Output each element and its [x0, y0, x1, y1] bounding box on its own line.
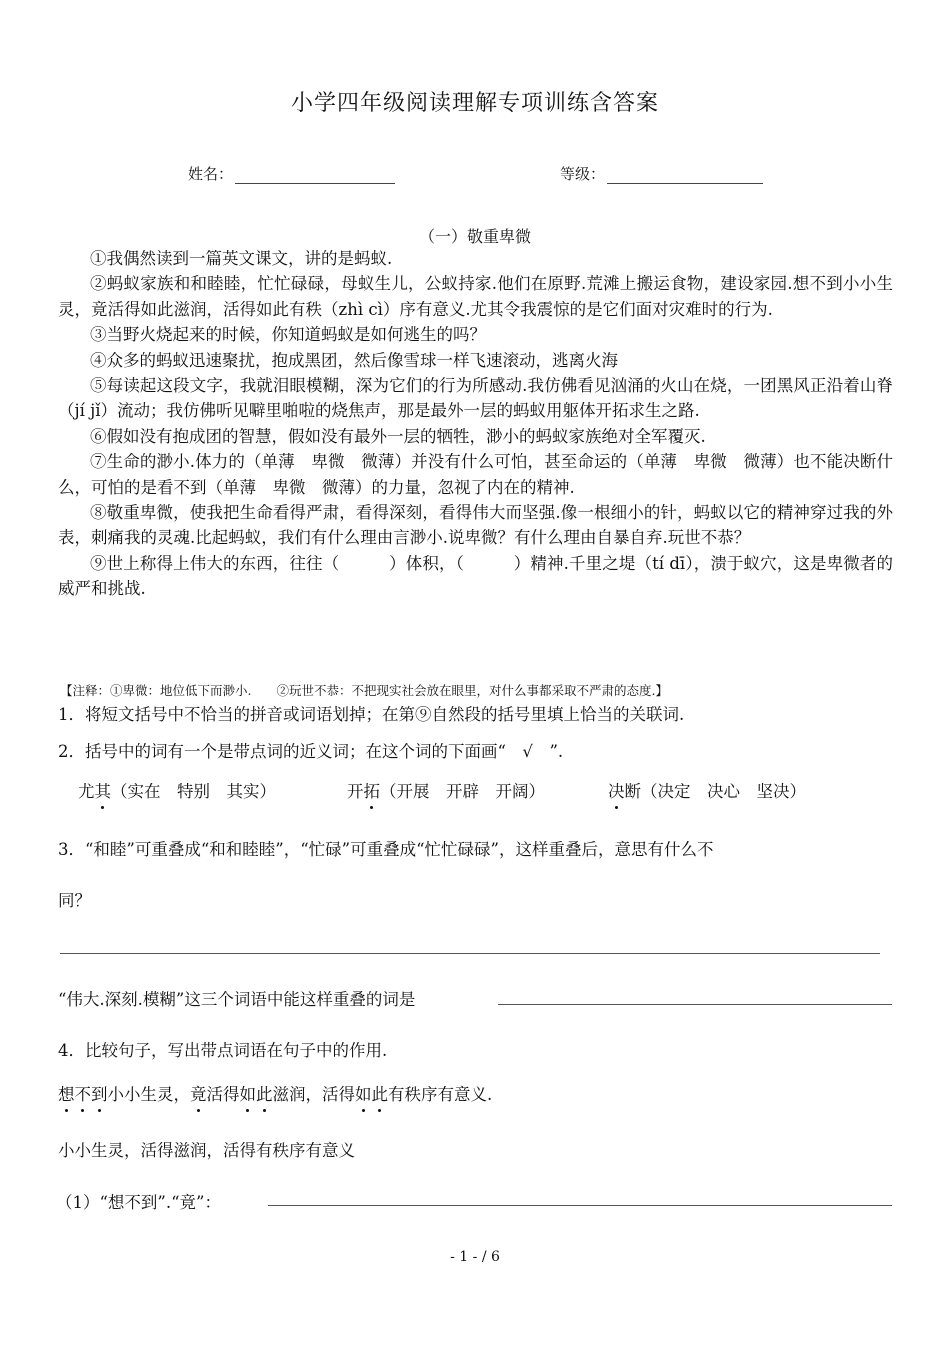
q4-sub-1-answer-line[interactable] — [268, 1205, 892, 1206]
q3-sub-answer-line[interactable] — [498, 1004, 892, 1005]
sentence-text: 小小生灵， — [107, 1085, 190, 1104]
dotted-char: 想 — [58, 1081, 75, 1105]
dotted-char: 到 — [91, 1081, 108, 1105]
q3-answer-line[interactable] — [60, 953, 880, 954]
dotted-char: 其 — [95, 778, 112, 802]
q4-sentence-2: 小小生灵，活得滋润，活得有秩序有意义 — [58, 1141, 355, 1160]
question-1: 1．将短文括号中不恰当的拼音或词语划掉；在第⑨自然段的括号里填上恰当的关联词. — [58, 705, 685, 724]
passage-heading: （一）敬重卑微 — [418, 227, 531, 246]
dotted-char: 不 — [75, 1081, 92, 1105]
q2-option-char: 开 — [347, 782, 364, 801]
q2-option-choices: （开展 开辟 开阔） — [380, 782, 545, 801]
paragraph-4: ④众多的蚂蚁迅速聚扰，抱成黑团，然后像雪球一样飞速滚动，逃离火海 — [90, 350, 618, 370]
paragraph-7: ⑦生命的渺小.体力的（单薄 卑微 微薄）并没有什么可怕，甚至命运的（单薄 卑微 微薄）也不能决断什么，可怕的是看不到（单薄 卑微 微薄）的力量，忽视了内在的精神. — [58, 452, 893, 497]
grade-blank[interactable] — [607, 167, 763, 184]
dotted-char: 此 — [372, 1081, 389, 1105]
paragraph-5: ⑤每读起这段文字，我就泪眼模糊，深为它们的行为所感动.我仿佛看见汹涌的火山在烧，一团黑风正沿着山脊（jí jǐ）流动；我仿佛听见噼里啪啦的烧焦声，那是最外一层的蚂蚁用躯体开拓求生之路. — [58, 376, 893, 421]
dotted-char: 拓 — [364, 778, 381, 802]
q2-option-char: 断 — [624, 782, 641, 801]
q4-sub-1: （1）“想不到”.“竟”： — [56, 1193, 221, 1212]
grade-field[interactable] — [560, 163, 763, 184]
name-field[interactable] — [188, 163, 395, 184]
grade-label: 等级： — [560, 165, 606, 183]
document-title: 小学四年级阅读理解专项训练含答案 — [290, 91, 659, 116]
page-number: - 1 - / 6 — [450, 1249, 500, 1265]
paragraph-8: ⑧敬重卑微，使我把生命看得严肃，看得深刻，看得伟大而坚强.像一根细小的针，蚂蚁以它的精神穿过我的外表，刺痛我的灵魂.比起蚂蚁，我们有什么理由言渺小.说卑微？有什么理由自暴自弃.玩世不恭？ — [58, 503, 893, 548]
q2-option-choices: （实在 特别 其实） — [111, 782, 276, 801]
question-3-sub: “伟大.深刻.模糊”这三个词语中能这样重叠的词是 — [58, 990, 416, 1009]
name-blank[interactable] — [235, 167, 395, 184]
dotted-char: 竟 — [190, 1081, 207, 1105]
sentence-text: 活得 — [206, 1085, 240, 1104]
q2-option-jueduan[interactable] — [608, 778, 806, 802]
q2-option-youqi[interactable] — [78, 778, 276, 802]
sentence-text: 滋润，活得 — [272, 1085, 355, 1104]
q2-option-kaituo[interactable] — [347, 778, 545, 802]
dotted-char: 如 — [355, 1081, 372, 1105]
paragraph-6: ⑥假如没有抱成团的智慧，假如没有最外一层的牺牲，渺小的蚂蚁家族绝对全军覆灭. — [90, 426, 706, 446]
reading-passage — [58, 246, 893, 602]
paragraph-2: ②蚂蚁家族和和睦睦，忙忙碌碌，母蚁生儿，公蚁持家.他们在原野.荒滩上搬运食物，建设家园.想不到小小生灵，竟活得如此滋润，活得如此有秩（zhì cì）序有意义.尤其令我震惊的是它们面对灾难时的行为. — [58, 274, 893, 319]
question-3-line-2: 同？ — [58, 891, 91, 910]
paragraph-1: ①我偶然读到一篇英文课文，讲的是蚂蚁. — [90, 249, 393, 268]
question-2: 2．括号中的词有一个是带点词的近义词；在这个词的下面画“ √ ”. — [58, 742, 564, 761]
dotted-char: 此 — [256, 1081, 273, 1105]
q2-option-choices: （决定 决心 坚决） — [641, 782, 806, 801]
dotted-char: 如 — [240, 1081, 257, 1105]
sentence-text: 有秩序有意义. — [388, 1085, 493, 1104]
paragraph-9: ⑨世上称得上伟大的东西，往往（ ）体积，（ ）精神.千里之堤（tí dī），溃于蚁穴，这是卑微者的威严和挑战. — [58, 553, 893, 599]
name-label: 姓名： — [188, 165, 234, 183]
paragraph-3: ③当野火烧起来的时候，你知道蚂蚁是如何逃生的吗？ — [90, 325, 486, 345]
question-4: 4．比较句子，写出带点词语在句子中的作用. — [58, 1041, 388, 1060]
q4-sentence-1 — [58, 1081, 492, 1105]
question-3-line-1: 3．“和睦”可重叠成“和和睦睦”，“忙碌”可重叠成“忙忙碌碌”，这样重叠后，意思有什么不 — [58, 840, 714, 859]
dotted-char: 决 — [608, 778, 625, 802]
q2-option-char: 尤 — [78, 782, 95, 801]
annotation-note: 【注释：①卑微：地位低下而渺小. ②玩世不恭：不把现实社会放在眼里，对什么事都采取不严肃的态度.】 — [60, 683, 668, 698]
